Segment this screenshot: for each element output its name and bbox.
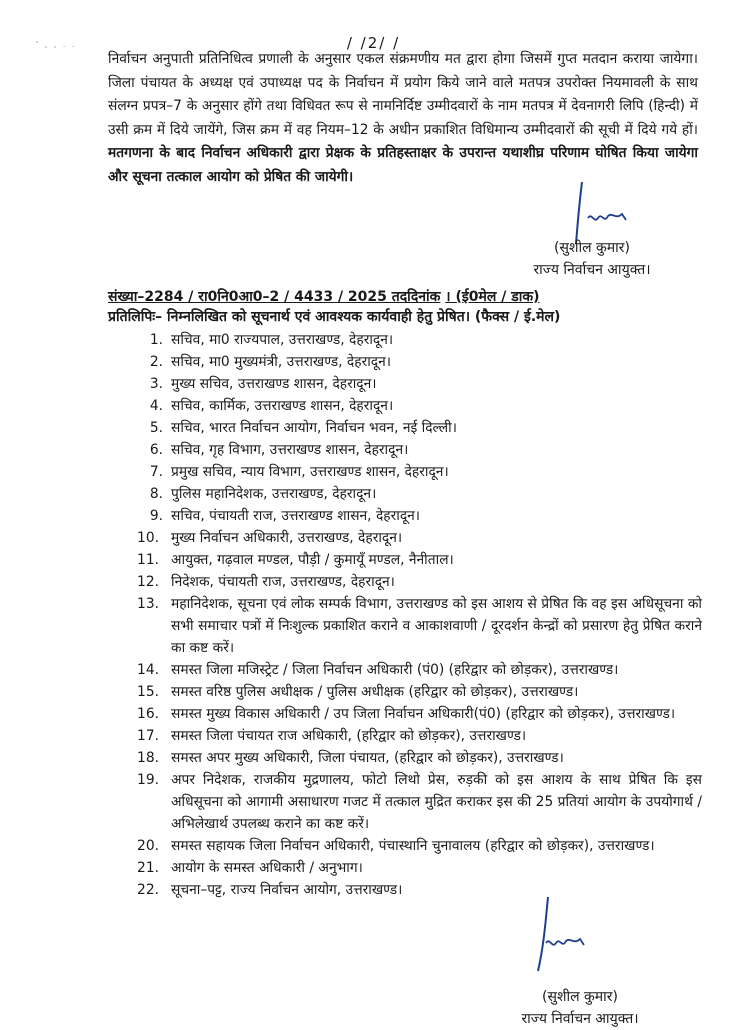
item-text: प्रमुख सचिव, न्याय विभाग, उत्तराखण्ड शासन, देहरादून। [171, 464, 449, 480]
distribution-item [137, 857, 702, 879]
item-text: आयुक्त, गढ़वाल मण्डल, पौड़ी / कुमायूँ मण्डल, नैनीताल। [171, 552, 454, 568]
reference-mode: । (ई0मेल / डाक) [445, 289, 540, 305]
item-number: 4. [149, 398, 163, 414]
page-number: / /2/ / [346, 34, 401, 52]
signatory-designation: राज्य निर्वाचन आयुक्त। [521, 1011, 639, 1027]
distribution-item [147, 373, 702, 395]
item-number: 22. [137, 882, 159, 898]
item-text: सचिव, गृह विभाग, उत्तराखण्ड शासन, देहरादून। [171, 442, 409, 458]
item-number: 17. [137, 728, 159, 744]
signature-block-2 [480, 986, 680, 1030]
item-number: 18. [137, 750, 159, 766]
distribution-item [137, 769, 702, 835]
distribution-list [137, 329, 702, 901]
distribution-item [147, 417, 702, 439]
item-text: सचिव, कार्मिक, उत्तराखण्ड शासन, देहरादून। [171, 398, 394, 414]
distribution-item [137, 681, 702, 703]
signature-block-1 [492, 237, 692, 281]
item-number: 21. [137, 860, 159, 876]
item-number: 19. [137, 772, 159, 788]
distribution-item [137, 571, 702, 593]
distribution-item [137, 747, 702, 769]
distribution-item [147, 329, 702, 351]
item-text: पुलिस महानिदेशक, उत्तराखण्ड, देहरादून। [171, 486, 377, 502]
item-number: 11. [137, 552, 159, 568]
distribution-item [147, 505, 702, 527]
distribution-item [137, 725, 702, 747]
reference-number: संख्या–2284 / रा0नि0आ0–2 / 4433 / 2025 तददिनांक [108, 289, 441, 305]
distribution-item [137, 593, 702, 659]
item-number: 2. [149, 354, 163, 370]
signatory-designation: राज्य निर्वाचन आयुक्त। [533, 262, 651, 278]
item-text: सचिव, पंचायती राज, उत्तराखण्ड शासन, देहरादून। [171, 508, 421, 524]
item-text: सचिव, मा0 राज्यपाल, उत्तराखण्ड, देहरादून। [171, 332, 394, 348]
item-number: 16. [137, 706, 159, 722]
item-text: समस्त अपर मुख्य अधिकारी, जिला पंचायत, (हरिद्वार को छोड़कर), उत्तराखण्ड। [171, 750, 564, 766]
signature-mark-2 [516, 895, 606, 975]
item-number: 15. [137, 684, 159, 700]
signatory-name: (सुशील कुमार) [542, 989, 618, 1005]
distribution-item [147, 439, 702, 461]
signatory-name: (सुशील कुमार) [554, 240, 630, 256]
distribution-item [137, 879, 702, 901]
item-number: 20. [137, 838, 159, 854]
item-text: सचिव, भारत निर्वाचन आयोग, निर्वाचन भवन, नई दिल्ली। [171, 420, 457, 436]
corner-mark: ' , , . . [36, 40, 77, 49]
item-number: 5. [149, 420, 163, 436]
item-number: 13. [137, 596, 159, 612]
item-number: 1. [149, 332, 163, 348]
distribution-item [137, 703, 702, 725]
item-text: समस्त जिला पंचायत राज अधिकारी, (हरिद्वार को छोड़कर), उत्तराखण्ड। [171, 728, 527, 744]
item-text: निदेशक, पंचायती राज, उत्तराखण्ड, देहरादून। [171, 574, 395, 590]
item-number: 7. [149, 464, 163, 480]
distribution-item [147, 461, 702, 483]
item-number: 8. [149, 486, 163, 502]
item-number: 12. [137, 574, 159, 590]
item-text: समस्त जिला मजिस्ट्रेट / जिला निर्वाचन अधिकारी (पं0) (हरिद्वार को छोड़कर), उत्तराखण्ड। [171, 662, 619, 678]
reference-line [108, 286, 698, 308]
item-text: मुख्य सचिव, उत्तराखण्ड शासन, देहरादून। [171, 376, 377, 392]
item-number: 9. [149, 508, 163, 524]
item-text: सचिव, मा0 मुख्यमंत्री, उत्तराखण्ड, देहरादून। [171, 354, 392, 370]
distribution-item [147, 351, 702, 373]
item-number: 10. [137, 530, 159, 546]
item-number: 14. [137, 662, 159, 678]
distribution-item [137, 527, 702, 549]
distribution-item [137, 835, 702, 857]
item-text: समस्त सहायक जिला निर्वाचन अधिकारी, पंचास्थानि चुनावालय (हरिद्वार को छोड़कर), उत्तराखण्ड। [171, 838, 655, 854]
item-text: सूचना–पट्ट, राज्य निर्वाचन आयोग, उत्तराखण्ड। [171, 882, 403, 898]
item-text: मुख्य निर्वाचन अधिकारी, उत्तराखण्ड, देहरादून। [171, 530, 403, 546]
distribution-item [137, 659, 702, 681]
item-text: महानिदेशक, सूचना एवं लोक सम्पर्क विभाग, उत्तराखण्ड को इस आशय से प्रेषित कि वह इस अधिसूचना को सभी समाचार पत्रों में निःशुल्क प्रकाशित कराने व आकाशवाणी / दूरदर्शन केन्द्रों को प्रसारण हेतु प्रेषित कराने का कष्ट करें। [171, 596, 702, 656]
item-text: समस्त वरिष्ठ पुलिस अधीक्षक / पुलिस अधीक्षक (हरिद्वार को छोड़कर), उत्तराखण्ड। [171, 684, 579, 700]
item-text: अपर निदेशक, राजकीय मुद्रणालय, फोटो लिथो प्रेस, रुड़की को इस आशय के साथ प्रेषित कि इस अधिसूचना को आगामी असाधारण गजट में तत्काल मुद्रित कराकर इस की 25 प्रतियां आयोग के उपयोगार्थ / अभिलेखार्थ उपलब्ध कराने का कष्ट करें। [171, 772, 702, 832]
item-text: समस्त मुख्य विकास अधिकारी / उप जिला निर्वाचन अधिकारी(पं0) (हरिद्वार को छोड़कर), उत्तराखण्ड। [171, 706, 676, 722]
item-text: आयोग के समस्त अधिकारी / अनुभाग। [171, 860, 363, 876]
item-number: 3. [149, 376, 163, 392]
intro-text: निर्वाचन अनुपाती प्रतिनिधित्व प्रणाली के अनुसार एकल संक्रमणीय मत द्वारा होगा जिसमें गुप्त मतदान कराया जायेगा। जिला पंचायत के अध्यक्ष एवं उपाध्यक्ष पद के निर्वाचन में प्रयोग किये जाने वाले मतपत्र उपरोक्त नियमावली के साथ संलग्न प्रपत्र–7 के अनुसार होंगे तथा विधिवत रूप से नामनिर्दिष्ट उम्मीदवारों के नाम मतपत्र में देवनागरी लिपि (हिन्दी) में उसी क्रम में दिये जायेंगे, जिस क्रम में वह नियम–12 के अधीन प्रकाशित विधिमान्य उम्मीदवारों की सूची में दिये गये हों। [108, 51, 698, 138]
distribution-item [137, 549, 702, 571]
intro-paragraph [108, 48, 698, 189]
copy-heading: प्रतिलिपिः– निम्नलिखित को सूचनार्थ एवं आवश्यक कार्यवाही हेतु प्रेषित। (फैक्स / ई.मेल) [108, 309, 561, 325]
distribution-item [147, 483, 702, 505]
item-number: 6. [149, 442, 163, 458]
intro-bold-text: मतगणना के बाद निर्वाचन अधिकारी द्वारा प्रेक्षक के प्रतिहस्ताक्षर के उपरान्त यथाशीघ्र परिणाम घोषित किया जायेगा और सूचना तत्काल आयोग को प्रेषित की जायेगी। [108, 145, 698, 185]
distribution-item [147, 395, 702, 417]
